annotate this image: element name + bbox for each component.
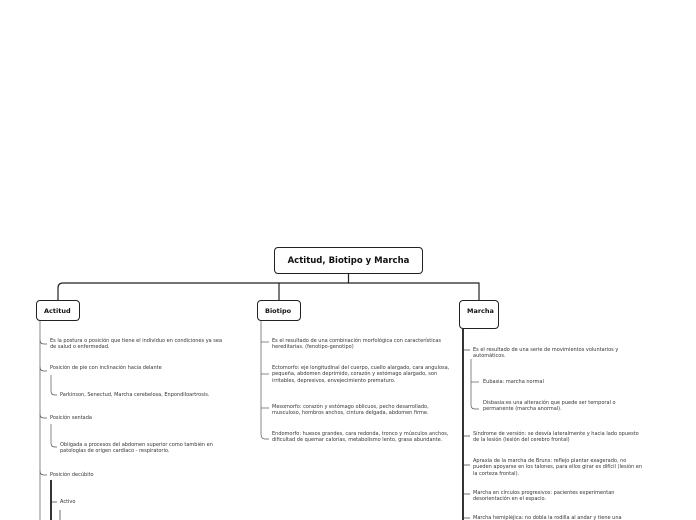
- actitud-definition[interactable]: Es la postura o posición que tiene el individuo en condiciones ya sea de salud o enfermedad.: [50, 338, 223, 351]
- actitud-decubito-activo[interactable]: Activo: [60, 499, 76, 505]
- topic-actitud[interactable]: [36, 300, 80, 321]
- topic-marcha-label: Marcha: [467, 307, 494, 315]
- marcha-hemiplejica[interactable]: Marcha hemipléjica: no dobla la rodilla al andar y tiene una: [473, 515, 622, 520]
- biotipo-definition[interactable]: Es el resultado de una combinación morfológica con características hereditarias. (fenotipo-genotipo): [272, 338, 442, 351]
- actitud-posicion-sentada[interactable]: Posición sentada: [50, 415, 92, 421]
- actitud-posicion-decubito[interactable]: Posición decúbito: [50, 472, 94, 478]
- biotipo-mesomorfo[interactable]: Mesomorfo: corazón y estómago oblicuos, pecho desarrollado, musculoso, hombros anchos, cintura delgada, abdomen firme.: [272, 404, 429, 417]
- central-topic[interactable]: [274, 247, 423, 274]
- biotipo-ectomorfo[interactable]: Ectomorfo: eje longitudinal del cuerpo, cuello alargado, cara angulosa, pequeña, abdomen deprimido, corazón y estómago alargado, son irritables, depresivos, envejecimiento prematuro.: [272, 365, 450, 384]
- marcha-eubasia[interactable]: Eubasia: marcha normal: [483, 379, 544, 385]
- actitud-posicion-de-pie[interactable]: Posición de pie con inclinación hacia delante: [50, 365, 162, 371]
- central-topic-title: Actitud, Biotipo y Marcha: [287, 255, 410, 266]
- topic-biotipo[interactable]: [257, 300, 301, 321]
- marcha-apraxia-bruns[interactable]: Apraxia de la marcha de Bruns: reflejo plantar exagerado, no pueden apoyarse en los talones, para ellos girar es difícil (lesión en la corteza frontal).: [473, 458, 643, 477]
- marcha-circulos-progresivos[interactable]: Marcha en círculos progresivos: pacientes experimentan desorientación en el espacio.: [473, 490, 615, 503]
- biotipo-endomorfo[interactable]: Endomorfo: huesos grandes, cara redonda, tronco y músculos anchos, dificultad de quemar calorías, metabolismo lento, grasa abundante.: [272, 431, 449, 444]
- actitud-de-pie-causas[interactable]: Parkinson, Senectud, Marcha cerebelosa, Enpondiloartrosis.: [60, 392, 210, 398]
- topic-actitud-label: Actitud: [44, 307, 71, 315]
- topic-biotipo-label: Biotipo: [265, 307, 292, 315]
- marcha-sindrome-version[interactable]: Síndrome de versión: se desvía lateralmente y hacia lado opuesto de la lesión (lesión del cerebro frontal): [473, 431, 639, 444]
- marcha-disbasia[interactable]: Disbasia:es una alteración que puede ser temporal o permanente (marcha anormal).: [483, 400, 616, 413]
- topic-marcha[interactable]: [459, 300, 499, 329]
- marcha-definition[interactable]: Es el resultado de una serie de movimientos voluntarios y automáticos.: [473, 347, 619, 360]
- actitud-sentada-causas[interactable]: Obligada a procesos del abdomen superior como también en patologías de origen cardíaco - respiratorio.: [60, 442, 213, 455]
